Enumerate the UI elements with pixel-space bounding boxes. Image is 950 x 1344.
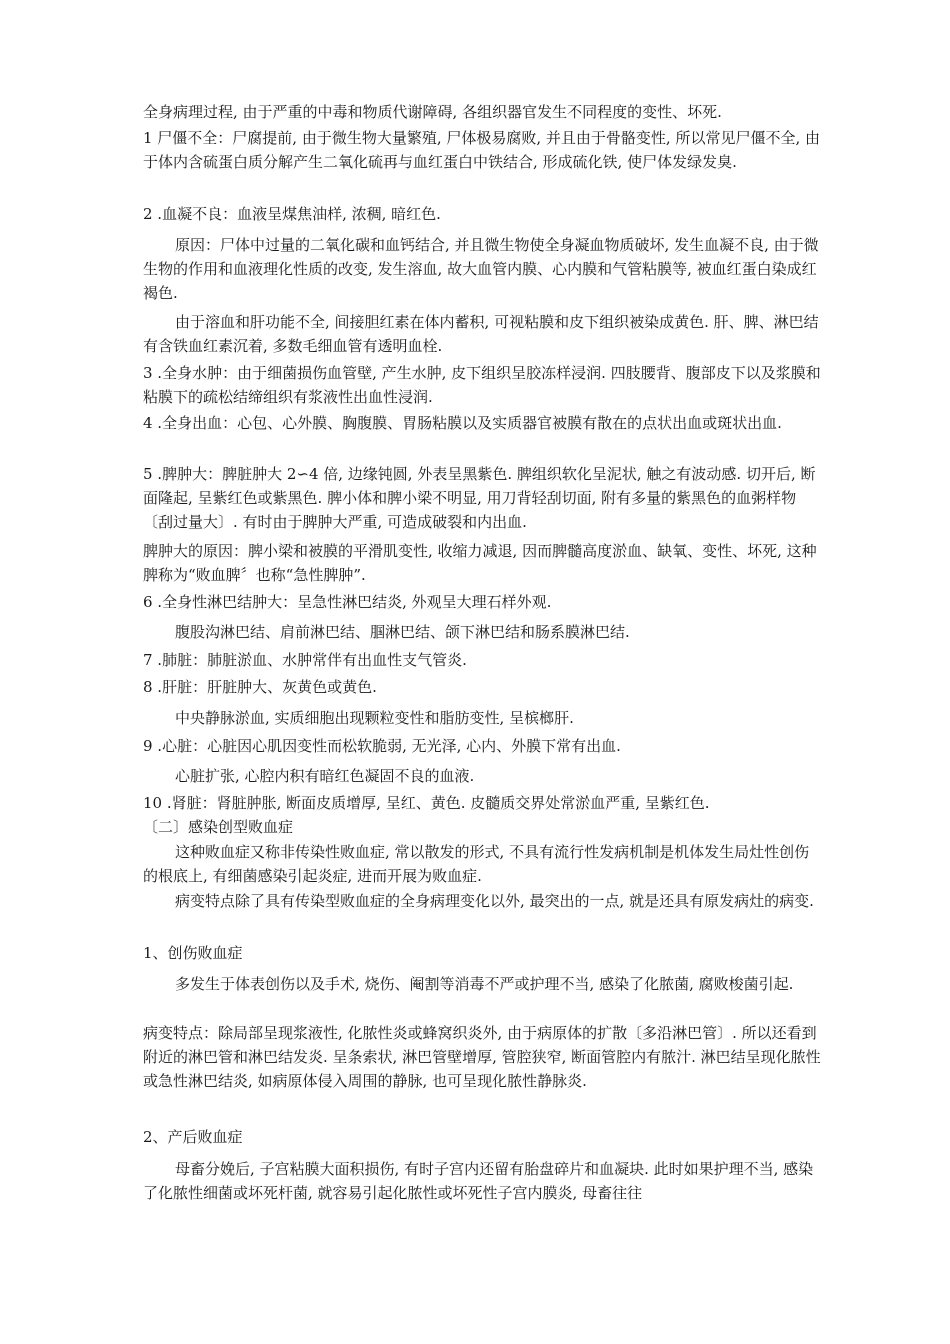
paragraph-11: 腹股沟淋巴结、肩前淋巴结、腘淋巴结、颌下淋巴结和肠系膜淋巴结.	[175, 623, 630, 641]
paragraph-8: 5 .脾肿大：脾脏肿大 2∽4 倍, 边缘钝圆, 外表呈黑紫色. 脾组织软化呈泥状, 触之有波动感. 切开后, 断面隆起, 呈紫红色或紫黑色. 脾小体和脾小梁不明显, 用刀背轻刮切面, 附有多量的紫黑色的血粥样物〔刮过量大〕. 有时由于脾肿大严重, 可造成破裂和内出血.	[143, 465, 816, 531]
paragraph-7: 4 .全身出血：心包、心外膜、胸腹膜、胃肠粘膜以及实质器官被膜有散在的点状出血或斑状出血.	[143, 414, 782, 432]
paragraph-10: 6 .全身性淋巴结肿大：呈急性淋巴结炎, 外观呈大理石样外观.	[143, 593, 552, 611]
paragraph-14: 中央静脉淤血, 实质细胞出现颗粒变性和脂肪变性, 呈槟榔肝.	[175, 709, 574, 727]
paragraph-2: 1 尸僵不全：尸腐提前, 由于微生物大量繁殖, 尸体极易腐败, 并且由于骨骼变性, 所以常见尸僵不全, 由于体内含硫蛋白质分解产生二氧化硫再与血红蛋白中铁结合, 形成硫化铁, 使尸体发绿发臭.	[143, 129, 820, 171]
paragraph-6: 3 .全身水肿：由于细菌损伤血管壁, 产生水肿, 皮下组织呈胶冻样浸润. 四肢腰背、腹部皮下以及浆膜和粘膜下的疏松结缔组织有浆液性出血性浸润.	[143, 364, 821, 406]
paragraph-21: 病变特点：除局部呈现浆液性, 化脓性炎或蜂窝织炎外, 由于病原体的扩散〔多沿淋巴管〕. 所以还看到附近的淋巴管和淋巴结发炎. 呈条索状, 淋巴管壁增厚, 管腔狭窄, 断面管腔内有脓汁. 淋巴结呈现化脓性或急性淋巴结炎, 如病原体侵入周围的静脉, 也可呈现化脓性静脉炎.	[143, 1024, 821, 1090]
paragraph-17: 10 .肾脏：肾脏肿胀, 断面皮质增厚, 呈红、黄色. 皮髓质交界处常淤血严重, 呈紫红色.	[143, 794, 710, 812]
paragraph-9: 脾肿大的原因：脾小梁和被膜的平滑肌变性, 收缩力减退, 因而脾髓高度淤血、缺氧、变性、坏死, 这种脾称为“败血脾〞也称“急性脾肿”.	[143, 542, 817, 584]
paragraph-1: 全身病理过程, 由于严重的中毒和物质代谢障碍, 各组织器官发生不同程度的变性、坏死.	[143, 103, 722, 121]
section-heading-2: 〔二〕感染创型败血症	[143, 818, 294, 836]
paragraph-19: 病变特点除了具有传染型败血症的全身病理变化以外, 最突出的一点, 就是还具有原发病灶的病变.	[175, 892, 814, 910]
paragraph-4: 原因：尸体中过量的二氧化碳和血钙结合, 并且微生物使全身凝血物质破坏, 发生血凝不良, 由于微生物的作用和血液理化性质的改变, 发生溶血, 故大血管内膜、心内膜和气管粘膜等, 被血红蛋白染成红褐色.	[143, 236, 819, 302]
paragraph-16: 心脏扩张, 心腔内积有暗红色凝固不良的血液.	[175, 767, 475, 785]
paragraph-5: 由于溶血和肝功能不全, 间接胆红素在体内蓄积, 可视粘膜和皮下组织被染成黄色. 肝、脾、淋巴结有含铁血红素沉着, 多数毛细血管有透明血栓.	[143, 313, 819, 355]
subheading-postpartum-sepsis: 2、产后败血症	[143, 1128, 243, 1146]
paragraph-13: 8 .肝脏：肝脏肿大、灰黄色或黄色.	[143, 678, 377, 696]
subheading-wound-sepsis: 1、创伤败血症	[143, 944, 243, 962]
paragraph-12: 7 .肺脏：肺脏淤血、水肿常伴有出血性支气管炎.	[143, 651, 467, 669]
paragraph-18: 这种败血症又称非传染性败血症, 常以散发的形式, 不具有流行性发病机制是机体发生局灶性创伤的根底上, 有细菌感染引起炎症, 进而开展为败血症.	[143, 843, 810, 885]
paragraph-22: 母畜分娩后, 子宫粘膜大面积损伤, 有时子宫内还留有胎盘碎片和血凝块. 此时如果护理不当, 感染了化脓性细菌或坏死杆菌, 就容易引起化脓性或坏死性子宫内膜炎, 母畜往往	[143, 1160, 814, 1202]
paragraph-20: 多发生于体表创伤以及手术, 烧伤、阉割等消毒不严或护理不当, 感染了化脓菌, 腐败梭菌引起.	[175, 975, 794, 993]
paragraph-15: 9 .心脏：心脏因心肌因变性而松软脆弱, 无光泽, 心内、外膜下常有出血.	[143, 737, 621, 755]
paragraph-3: 2 .血凝不良：血液呈煤焦油样, 浓稠, 暗红色.	[143, 205, 441, 223]
